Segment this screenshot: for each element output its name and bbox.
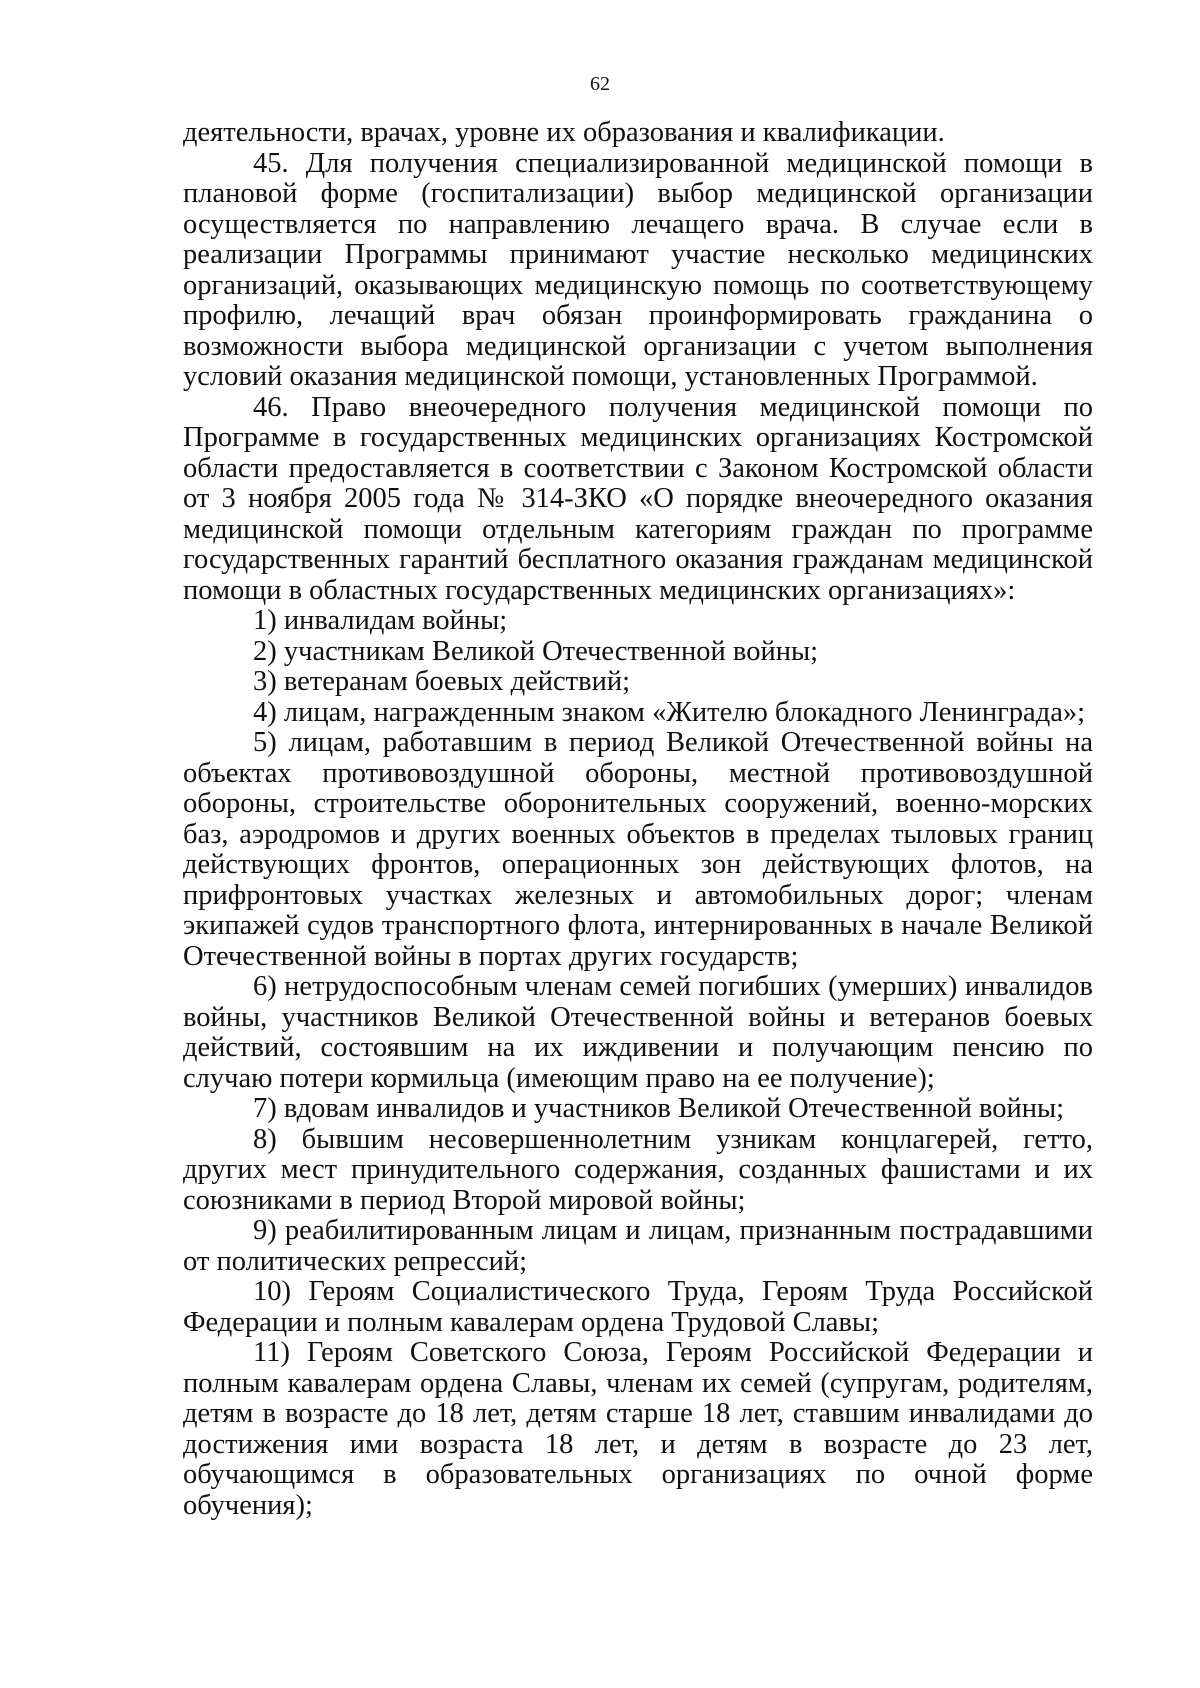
paragraph: 5) лицам, работавшим в период Великой Отечественной войны на объектах противовоздушной обороны, местной противовоздушной обороны, строительстве оборонительных сооружений, военно-морских баз, аэродромов и других военных объектов в пределах тыловых границ действующих фронтов, операционных зон действующих флотов, на прифронтовых участках железных и автомобильных дорог; членам экипажей судов транспортного флота, интернированных в начале Великой Отечественной войны в портах других государств; (183, 727, 1093, 972)
paragraph: 6) нетрудоспособным членам семей погибших (умерших) инвалидов войны, участников Великой Отечественной войны и ветеранов боевых действий, состоявшим на их иждивении и получающим пенсию по случаю потери кормильца (имеющим право на ее получение); (183, 971, 1093, 1094)
paragraph: деятельности, врачах, уровне их образования и квалификации. (183, 117, 945, 148)
paragraph: 11) Героям Советского Союза, Героям Российской Федерации и полным кавалерам ордена Славы, членам их семей (супругам, родителям, детям в возрасте до 18 лет, детям старше 18 лет, ставшим инвалидами до достижения ими возраста 18 лет, и детям в возрасте до 23 лет, обучающимся в образовательных организациях по очной форме обучения); (183, 1337, 1093, 1521)
paragraph: 7) вдовам инвалидов и участников Великой Отечественной войны; (253, 1093, 1065, 1124)
paragraph: 10) Героям Социалистического Труда, Героям Труда Российской Федерации и полным кавалерам ордена Трудовой Славы; (183, 1276, 1093, 1338)
page-number: 62 (590, 73, 610, 95)
paragraph: 3) ветеранам боевых действий; (253, 666, 630, 697)
paragraph: 46. Право внеочередного получения медицинской помощи по Программе в государственных медицинских организациях Костромской области предоставляется в соответствии с Законом Костромской области от 3 ноября 2005 года № 314-ЗКО «О порядке внеочередного оказания медицинской помощи отдельным категориям граждан по программе государственных гарантий бесплатного оказания гражданам медицинской помощи в областных государственных медицинских организациях»: (183, 391, 1093, 606)
paragraph: 9) реабилитированным лицам и лицам, признанным пострадавшими от политических репрессий; (183, 1215, 1093, 1277)
paragraph: 8) бывшим несовершеннолетним узникам концлагерей, гетто, других мест принудительного содержания, созданных фашистами и их союзниками в период Второй мировой войны; (183, 1123, 1093, 1216)
paragraph: 2) участникам Великой Отечественной войны; (253, 635, 819, 667)
paragraph: 45. Для получения специализированной медицинской помощи в плановой форме (госпитализации) выбор медицинской организации осуществляется по направлению лечащего врача. В случае если в реализации Программы принимают участие несколько медицинских организаций, оказывающих медицинскую помощь по соответствующему профилю, лечащий врач обязан проинформировать гражданина о возможности выбора медицинской организации с учетом выполнения условий оказания медицинской помощи, установленных Программой. (183, 147, 1093, 392)
paragraph: 1) инвалидам войны; (253, 605, 508, 636)
paragraph: 4) лицам, награжденным знаком «Жителю блокадного Ленинграда»; (253, 696, 1086, 728)
document-body (183, 118, 1093, 1521)
